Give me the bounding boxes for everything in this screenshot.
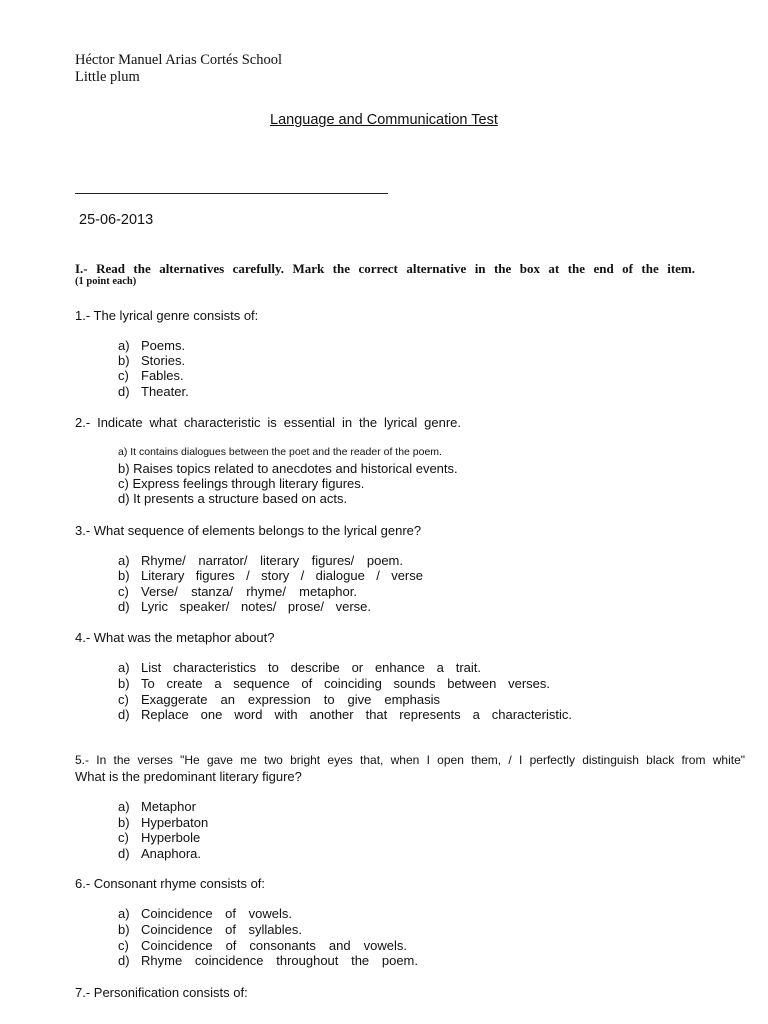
option-3b: b) Literary figures / story / dialogue / verse	[118, 568, 423, 583]
option-2c: c) Express feelings through literary figures.	[118, 476, 365, 491]
option-4c: c) Exaggerate an expression to give emphasis	[118, 692, 440, 707]
option-5a: a) Metaphor	[118, 799, 196, 814]
option-4a: a) List characteristics to describe or enhance a trait.	[118, 660, 481, 675]
option-5b: b) Hyperbaton	[118, 815, 209, 830]
question-3: 3.- What sequence of elements belongs to the lyrical genre?	[75, 523, 422, 538]
option-1d: d) Theater.	[118, 384, 189, 399]
option-3c: c) Verse/ stanza/ rhyme/ metaphor.	[118, 584, 357, 599]
option-1a: a) Poems.	[118, 338, 186, 353]
option-6c: c) Coincidence of consonants and vowels.	[118, 938, 407, 953]
option-4b: b) To create a sequence of coinciding sounds between verses.	[118, 676, 550, 691]
school-name: Héctor Manuel Arias Cortés School	[75, 52, 282, 68]
student-name-line	[75, 193, 388, 194]
option-5c: c) Hyperbole	[118, 830, 201, 845]
question-1: 1.- The lyrical genre consists of:	[75, 308, 259, 323]
question-4: 4.- What was the metaphor about?	[75, 630, 275, 645]
option-6d: d) Rhyme coincidence throughout the poem.	[118, 953, 418, 968]
question-6: 6.- Consonant rhyme consists of:	[75, 876, 266, 891]
option-2a: a) It contains dialogues between the poet and the reader of the poem.	[118, 446, 442, 458]
instructions-text: I.- Read the alternatives carefully. Mark the correct alternative in the box at the end of the item.	[75, 261, 695, 276]
question-2: 2.- Indicate what characteristic is essential in the lyrical genre.	[75, 415, 461, 430]
option-4d: d) Replace one word with another that represents a characteristic.	[118, 707, 572, 722]
option-2b: b) Raises topics related to anecdotes and historical events.	[118, 461, 458, 476]
question-5-line1: 5.- In the verses "He gave me two bright eyes that, when I open them, / I perfectly distinguish black from white"	[75, 753, 745, 767]
test-date: 25-06-2013	[79, 212, 154, 228]
option-5d: d) Anaphora.	[118, 846, 201, 861]
option-6b: b) Coincidence of syllables.	[118, 922, 302, 937]
question-5-line2: What is the predominant literary figure?	[75, 769, 302, 784]
points-note: (1 point each)	[75, 276, 137, 287]
option-1c: c) Fables.	[118, 368, 184, 383]
option-3d: d) Lyric speaker/ notes/ prose/ verse.	[118, 599, 371, 614]
option-6a: a) Coincidence of vowels.	[118, 906, 292, 921]
option-2d: d) It presents a structure based on acts.	[118, 491, 348, 506]
question-7: 7.- Personification consists of:	[75, 985, 248, 1000]
option-3a: a) Rhyme/ narrator/ literary figures/ poem.	[118, 553, 403, 568]
option-1b: b) Stories.	[118, 353, 186, 368]
test-title: Language and Communication Test	[270, 112, 498, 128]
grade-label: Little plum	[75, 69, 140, 85]
